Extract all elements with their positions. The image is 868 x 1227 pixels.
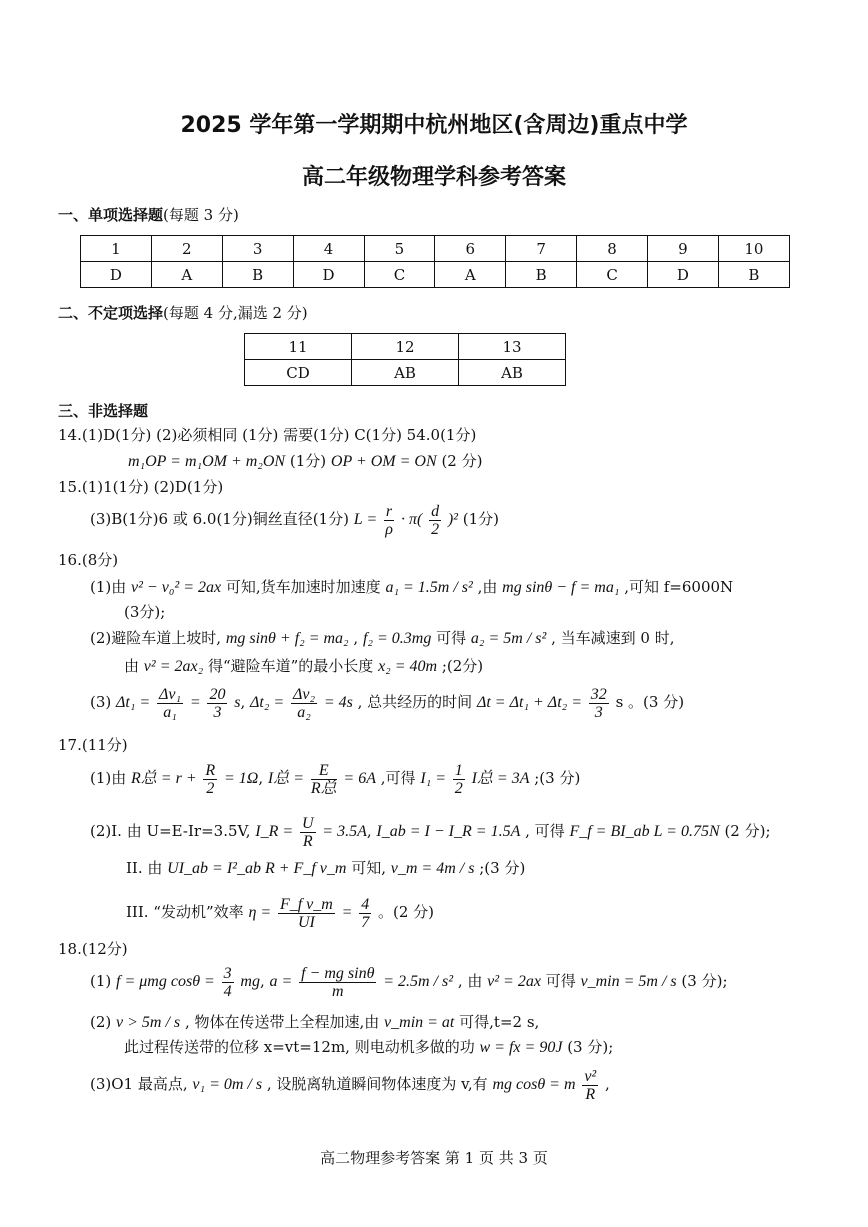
numerator: 20 — [209, 685, 226, 703]
fraction — [453, 762, 465, 797]
denominator: 3 — [594, 703, 603, 721]
text: , 物体在传送带上全程加速,由 — [184, 1013, 380, 1031]
equation: UI_ab = I²_ab R + F_f v_m — [167, 860, 347, 877]
denominator: 4 — [223, 982, 232, 1000]
table-cell: 8 — [577, 236, 648, 262]
table-cell: 1 — [81, 236, 152, 262]
equation: mg sinθ − f = ma₁ — [502, 579, 620, 596]
text: 可得 — [436, 629, 467, 647]
fraction — [311, 762, 337, 797]
table-cell: 9 — [648, 236, 719, 262]
denominator: 2 — [431, 520, 440, 538]
equation: v² − v₀² = 2ax — [131, 579, 222, 596]
q15-eq-sq: )² — [447, 511, 458, 528]
q16-p1-score: (3分); — [124, 603, 166, 621]
fraction — [384, 503, 394, 538]
equation: x₂ = 40m — [378, 658, 438, 675]
denominator: R — [585, 1085, 596, 1103]
table-cell: 3 — [222, 236, 293, 262]
denominator: a₁ — [163, 703, 177, 721]
numerator: R — [205, 761, 216, 779]
fraction — [299, 965, 376, 1000]
equation: = 2.5m / s² — [383, 973, 454, 990]
equation: = 1Ω — [223, 770, 259, 787]
q18-p2-cont — [124, 1037, 613, 1058]
q15-line2 — [90, 500, 499, 539]
q14-score1: (1分) — [289, 452, 327, 470]
q16-p2 — [90, 628, 674, 649]
numerator: 4 — [361, 895, 370, 913]
table-cell: D — [648, 262, 719, 288]
section1-title: 一、单项选择题 — [58, 206, 164, 224]
text: , 当车减速到 0 时, — [551, 629, 675, 647]
section2-title: 二、不定项选择 — [58, 304, 164, 322]
text: ,可得 — [380, 769, 416, 787]
answer-table-2 — [244, 333, 566, 386]
denominator: m — [331, 982, 344, 1000]
table-cell: AB — [352, 360, 459, 386]
equation: Δt₁ = — [116, 694, 151, 711]
denominator: ρ — [385, 520, 393, 538]
numerator: F_f v_m — [279, 895, 333, 913]
equation: f₂ = 0.3mg — [362, 630, 432, 647]
text: ,由 — [477, 578, 498, 596]
equation: a₂ = 5m / s² — [470, 630, 547, 647]
q17-head: 17.(11分) — [58, 736, 128, 754]
q18-head: 18.(12分) — [58, 940, 128, 958]
text: 。(2 分) — [377, 903, 434, 921]
text: 得“避险车道”的最小长度 — [207, 657, 374, 675]
fraction — [222, 965, 234, 1000]
text: (3)O1 最高点, — [90, 1075, 188, 1093]
denominator: R总 — [310, 779, 337, 797]
section3-title: 三、非选择题 — [58, 402, 149, 420]
table-cell: D — [81, 262, 152, 288]
equation: w = fx = 90J — [479, 1039, 563, 1056]
q16-p1 — [90, 577, 733, 598]
equation: a = — [269, 973, 293, 990]
section3-heading — [58, 400, 148, 421]
equation: η = — [248, 904, 272, 921]
equation: I总 = — [267, 770, 305, 787]
q18-p1: (1) f = μmg cosθ = $\frac{3}{4}$ mg, a = $\frac{\text{f − mg sinθ}}{m}$ = 2.5m / s² , 由 v² = 2ax 可得 v_min = 5m / s (3 分); — [90, 964, 728, 1000]
q17-p3 — [126, 858, 525, 879]
denominator: a₂ — [297, 703, 311, 721]
equation: = — [341, 904, 353, 921]
equation: f = μmg cosθ = — [116, 973, 215, 990]
table-cell: 7 — [506, 236, 577, 262]
section1-heading — [58, 204, 239, 225]
text: s 。(3 分) — [615, 693, 685, 711]
text: (2 分); — [724, 822, 771, 840]
numerator: r — [385, 502, 393, 520]
q15-text: (3)B(1分)6 或 6.0(1分)铜丝直径(1分) — [90, 510, 349, 528]
page-title: 2025 学年第一学期期中杭州地区(含周边)重点中学 — [180, 113, 688, 138]
text: , 设脱离轨道瞬间物体速度为 v,有 — [266, 1075, 488, 1093]
equation: I_R = — [255, 823, 294, 840]
table-cell: B — [506, 262, 577, 288]
q14-eq1: m₁OP = m₁OM + m₂ON — [128, 453, 286, 470]
equation: v² = 2ax — [487, 973, 541, 990]
q14-line1: 14.(1)D(1分) (2)必须相同 (1分) 需要(1分) C(1分) 54.0(1分) — [58, 426, 477, 444]
table-cell: B — [718, 262, 789, 288]
text: ,可知 f=6000N — [624, 578, 734, 596]
text: (1) — [90, 972, 112, 990]
equation: Δt₂ = — [250, 694, 285, 711]
text: ;(3 分) — [534, 769, 581, 787]
equation: v > 5m / s — [116, 1014, 181, 1031]
denominator: UI — [297, 913, 315, 931]
fraction — [203, 762, 217, 797]
text: 可知,货车加速时加速度 — [225, 578, 381, 596]
q17-p4 — [126, 892, 434, 933]
table-row-answers — [245, 360, 566, 386]
fraction — [207, 686, 227, 721]
text: (1)由 — [90, 769, 127, 787]
equation: v_m = 4m / s — [390, 860, 475, 877]
text: (2) — [90, 1013, 112, 1031]
fraction — [589, 686, 609, 721]
q17-p1: (1)由 R总 = r + $\frac{R}{2}$ = 1Ω, I总 = $\frac{E}{\text{R总}}$ = 6A ,可得 I₁ = $\frac{1}{2}$ I总 = 3A ;(3 分) — [90, 761, 581, 797]
text: , 可得 — [525, 822, 565, 840]
text: (2)I. 由 U=E-Ir=3.5V, — [90, 822, 251, 840]
numerator: d — [431, 502, 440, 520]
section2-note: (每题 4 分,漏选 2 分) — [163, 304, 308, 322]
text: , — [353, 629, 359, 647]
fraction — [429, 503, 441, 538]
equation: I总 = 3A — [471, 770, 530, 787]
equation: R总 = r + — [131, 770, 197, 787]
q15-score: (1分) — [462, 510, 499, 528]
table-cell: 13 — [458, 334, 565, 360]
equation: v_min = at — [384, 1014, 455, 1031]
fraction — [157, 686, 183, 721]
q14-line2 — [128, 451, 482, 472]
text: (2)避险车道上坡时, — [90, 629, 222, 647]
equation: mg sinθ + f₂ = ma₂ — [225, 630, 349, 647]
equation: = 4s — [323, 694, 353, 711]
q16-p2-cont — [124, 656, 483, 677]
table-cell: D — [293, 262, 364, 288]
table-cell: CD — [245, 360, 352, 386]
q18-p2 — [90, 1012, 539, 1033]
numerator: Δv₁ — [159, 685, 182, 703]
text: ;(2分) — [441, 657, 484, 675]
q16-p3: (3) Δt₁ = $\frac{\text{Δv₁}}{\text{a₁}}$ = $\frac{20}{3}$ s, Δt₂ = $\frac{\text{Δv₂}}{\text{a₂}}$ = 4s , 总共经历的时间 Δt = Δt₁ + Δt₂ = $\frac{32}{3}$ s 。(3 分) — [90, 685, 685, 721]
numerator: Δv₂ — [292, 685, 316, 703]
numerator: U — [301, 814, 314, 832]
table-cell: 4 — [293, 236, 364, 262]
answer-table-1 — [80, 235, 790, 288]
text: , — [605, 1075, 610, 1093]
text: ;(3 分) — [479, 859, 526, 877]
table-cell: B — [222, 262, 293, 288]
numerator: 1 — [454, 761, 463, 779]
table-cell: 12 — [352, 334, 459, 360]
text: (3 分); — [567, 1038, 614, 1056]
numerator: v² — [584, 1067, 597, 1085]
equation: mg cosθ = m — [492, 1076, 576, 1093]
section1-note: (每题 3 分) — [163, 206, 239, 224]
numerator: E — [311, 762, 337, 780]
equation: = 3.5A — [322, 823, 367, 840]
table-row-answers — [81, 262, 790, 288]
numerator: 32 — [590, 685, 607, 703]
text: (3) — [90, 693, 112, 711]
table-cell: 6 — [435, 236, 506, 262]
q18-p3 — [90, 1062, 610, 1107]
table-cell: 5 — [364, 236, 435, 262]
numerator: 3 — [223, 964, 232, 982]
equation: F_f = BI_ab L = 0.75N — [569, 823, 720, 840]
equation: mg — [240, 973, 260, 990]
equation: s — [234, 694, 241, 711]
table-row-numbers — [81, 236, 790, 262]
text: 可得 — [545, 972, 576, 990]
fraction — [582, 1068, 598, 1103]
equation: = 6A — [343, 770, 376, 787]
table-cell: 10 — [718, 236, 789, 262]
text: , 由 — [457, 972, 483, 990]
q14-score2: (2 分) — [441, 452, 483, 470]
page-footer: 高二物理参考答案 第 1 页 共 3 页 — [320, 1149, 548, 1167]
equation: v₁ = 0m / s — [192, 1076, 263, 1093]
denominator: 3 — [213, 703, 222, 721]
table-row-numbers — [245, 334, 566, 360]
q15-eq-pi: · π( — [400, 511, 423, 528]
text: 此过程传送带的位移 x=vt=12m, 则电动机多做的功 — [124, 1038, 475, 1056]
text: (3 分); — [681, 972, 728, 990]
denominator: R — [302, 832, 313, 850]
table-cell: 11 — [245, 334, 352, 360]
text: III. “发动机”效率 — [126, 903, 244, 921]
table-cell: C — [364, 262, 435, 288]
table-cell: AB — [458, 360, 565, 386]
table-cell: A — [151, 262, 222, 288]
q17-p2: (2)I. 由 U=E-Ir=3.5V, I_R = $\frac{U}{R}$ = 3.5A, I_ab = I − I_R = 1.5A , 可得 F_f = BI_ab L = 0.75N (2 分); — [90, 814, 771, 850]
q15-eq-L: L = — [353, 511, 378, 528]
text: 由 — [124, 657, 140, 675]
text: 可知, — [351, 859, 386, 877]
table-cell: A — [435, 262, 506, 288]
table-cell: C — [577, 262, 648, 288]
section2-heading — [58, 302, 308, 323]
fraction — [291, 686, 317, 721]
q14-eq2: OP + OM = ON — [330, 453, 437, 470]
page-subtitle: 高二年级物理学科参考答案 — [301, 165, 566, 190]
fraction — [359, 896, 371, 931]
equation: v_min = 5m / s — [580, 973, 677, 990]
text: II. 由 — [126, 859, 163, 877]
denominator: 2 — [206, 779, 215, 797]
text: , 总共经历的时间 — [357, 693, 473, 711]
equation: I_ab = I − I_R = 1.5A — [376, 823, 521, 840]
equation: Δt = Δt₁ + Δt₂ = — [476, 694, 582, 711]
table-cell: 2 — [151, 236, 222, 262]
equation: = — [189, 694, 201, 711]
text: (1)由 — [90, 578, 127, 596]
equation: v² = 2ax₂ — [143, 658, 204, 675]
text: 可得,t=2 s, — [459, 1013, 540, 1031]
fraction — [278, 896, 335, 931]
fraction — [300, 815, 316, 850]
equation: a₁ = 1.5m / s² — [385, 579, 473, 596]
numerator: f − mg sinθ — [301, 964, 375, 982]
equation: I₁ = — [420, 770, 446, 787]
q16-head: 16.(8分) — [58, 551, 119, 569]
denominator: 7 — [361, 913, 370, 931]
denominator: 2 — [454, 779, 463, 797]
q15-line1: 15.(1)1(1分) (2)D(1分) — [58, 478, 224, 496]
